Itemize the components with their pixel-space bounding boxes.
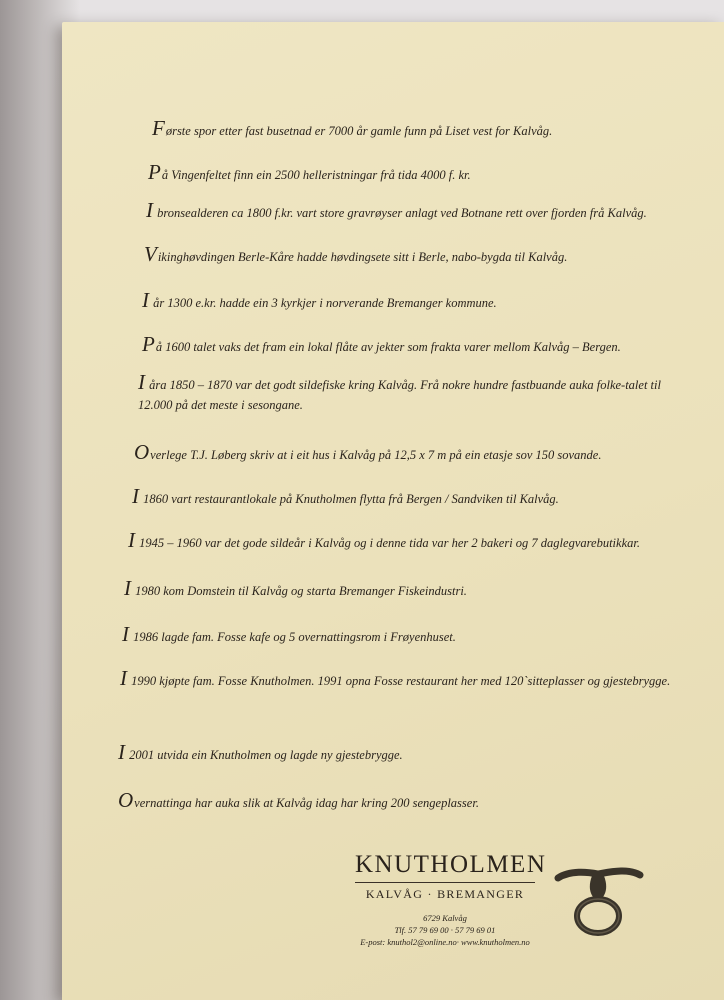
history-entry bbox=[138, 372, 698, 415]
entry-text: år 1300 e.kr. hadde ein 3 kyrkjer i norverande Bremanger kommune. bbox=[150, 296, 497, 310]
brand-name: KNUTHOLMEN bbox=[355, 851, 547, 878]
history-entry bbox=[148, 162, 471, 185]
drop-cap: O bbox=[134, 440, 151, 464]
history-entry bbox=[146, 200, 647, 223]
history-entry bbox=[124, 578, 467, 601]
history-entry bbox=[144, 244, 567, 267]
drop-cap: I bbox=[120, 666, 128, 690]
entry-text: 2001 utvida ein Knutholmen og lagde ny gjestebrygge. bbox=[126, 748, 403, 762]
brand-divider bbox=[355, 882, 535, 883]
restaurant-footer bbox=[355, 850, 547, 948]
phone-numbers: Tlf. 57 79 69 00 · 57 79 69 01 bbox=[394, 925, 496, 935]
entry-text: vernattinga har auka slik at Kalvåg idag har kring 200 sengeplasser. bbox=[134, 796, 479, 810]
brand-location: KALVÅG · BREMANGER bbox=[365, 887, 525, 901]
drop-cap: I bbox=[118, 740, 126, 764]
entry-text: 1986 lagde fam. Fosse kafe og 5 overnattingsrom i Frøyenhuset. bbox=[130, 630, 456, 644]
entry-text: 1860 vart restaurantlokale på Knutholmen flytta frå Bergen / Sandviken til Kalvåg. bbox=[140, 492, 559, 506]
postal-address: 6729 Kalvåg bbox=[423, 913, 467, 923]
contact-email-web: E-post: knuthol2@online.no· www.knutholmen.no bbox=[360, 937, 530, 947]
history-entry bbox=[142, 290, 497, 313]
drop-cap: I bbox=[138, 370, 146, 394]
history-entry bbox=[142, 334, 621, 357]
entry-text: åra 1850 – 1870 var det godt sildefiske kring Kalvåg. Frå nokre hundre fastbuande auka folke-talet til 12.000 på det meste i sesongane. bbox=[138, 378, 661, 412]
drop-cap: I bbox=[124, 576, 132, 600]
drop-cap: I bbox=[128, 528, 136, 552]
drop-cap: P bbox=[148, 160, 162, 184]
history-entry bbox=[134, 442, 601, 465]
history-entry bbox=[128, 530, 640, 553]
drop-cap: F bbox=[152, 116, 166, 140]
entry-text: å 1600 talet vaks det fram ein lokal flåte av jekter som frakta varer mellom Kalvåg – Bergen. bbox=[155, 340, 621, 354]
history-entry bbox=[120, 668, 680, 691]
entry-text: ørste spor etter fast busetnad er 7000 år gamle funn på Liset vest for Kalvåg. bbox=[165, 124, 553, 138]
drop-cap: I bbox=[122, 622, 130, 646]
entry-text: verlege T.J. Løberg skriv at i eit hus i Kalvåg på 12,5 x 7 m på ein etasje sov 150 sovande. bbox=[150, 448, 602, 462]
history-entry bbox=[152, 118, 552, 141]
history-entry bbox=[118, 790, 479, 813]
entry-text: ikinghøvdingen Berle-Kåre hadde høvdingsete sitt i Berle, nabo-bygda til Kalvåg. bbox=[157, 250, 568, 264]
entry-text: 1945 – 1960 var det gode sildeår i Kalvåg og i denne tida var her 2 bakeri og 7 daglegvarebutikkar. bbox=[136, 536, 640, 550]
drop-cap: V bbox=[144, 242, 158, 266]
entry-text: 1980 kom Domstein til Kalvåg og starta Bremanger Fiskeindustri. bbox=[132, 584, 467, 598]
drop-cap: I bbox=[146, 198, 154, 222]
drop-cap: P bbox=[142, 332, 156, 356]
entry-text: å Vingenfeltet finn ein 2500 helleristningar frå tida 4000 f. kr. bbox=[161, 168, 471, 182]
entry-text: 1990 kjøpte fam. Fosse Knutholmen. 1991 opna Fosse restaurant her med 120`sitteplasser og gjestebrygge. bbox=[128, 674, 671, 688]
drop-cap: I bbox=[142, 288, 150, 312]
mooring-ring-icon bbox=[552, 848, 644, 940]
entry-text: bronsealderen ca 1800 f.kr. vart store gravrøyser anlagt ved Botnane rett over fjorden frå Kalvåg. bbox=[154, 206, 647, 220]
drop-cap: O bbox=[118, 788, 135, 812]
drop-cap: I bbox=[132, 484, 140, 508]
history-entry bbox=[122, 624, 456, 647]
history-entry bbox=[118, 742, 403, 765]
history-entry bbox=[132, 486, 559, 509]
